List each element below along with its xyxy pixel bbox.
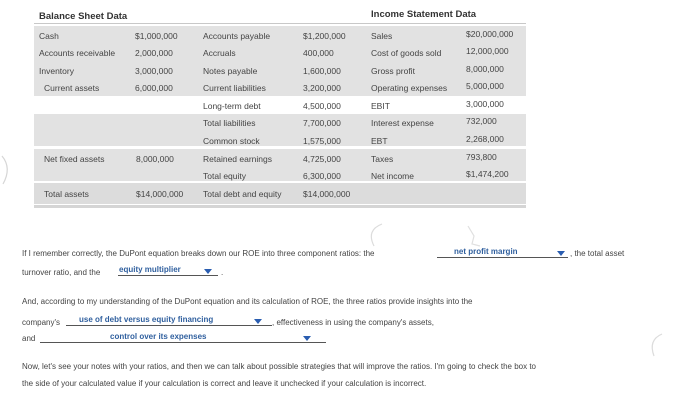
chevron-down-icon: [254, 319, 262, 324]
total-assets-value: $14,000,000: [136, 189, 184, 199]
liability-label: Common stock: [203, 136, 260, 146]
liability-value: 6,300,000: [303, 171, 341, 181]
dropdown-selected-value: control over its expenses: [110, 332, 207, 341]
para2-text-a: And, according to my understanding of the DuPont equation and its calculation of ROE, the three ratios provide insights into the: [22, 297, 473, 306]
para1-text-c: turnover ratio, and the: [22, 268, 101, 277]
liability-value: 1,575,000: [303, 136, 341, 146]
asset-label: Cash: [39, 31, 59, 41]
asset-value: 2,000,000: [135, 48, 173, 58]
liability-label: Accruals: [203, 48, 236, 58]
pen-stroke-decoration: [0, 150, 20, 190]
pen-stroke-decoration: [640, 330, 670, 360]
liability-label: Current liabilities: [203, 83, 266, 93]
para1-text-a: If I remember correctly, the DuPont equation breaks down our ROE into three component ratios: the: [22, 249, 375, 258]
liability-label: Total equity: [203, 171, 246, 181]
liability-value: $1,200,000: [303, 31, 346, 41]
table-bottom-border: [34, 205, 526, 208]
liability-label: Accounts payable: [203, 31, 271, 41]
income-label: EBIT: [371, 101, 390, 111]
income-label: Taxes: [371, 154, 394, 164]
para3-line2: the side of your calculated value if your calculation is correct and leave it unchecked if your calculation is incorrect.: [22, 379, 427, 388]
income-value: 12,000,000: [466, 46, 509, 56]
liability-label: Total liabilities: [203, 118, 256, 128]
income-label: Interest expense: [371, 118, 434, 128]
financing-dropdown[interactable]: [66, 314, 272, 326]
para1-text-b: , the total asset: [570, 249, 625, 258]
asset-label: Current assets: [44, 83, 100, 93]
income-value: 2,268,000: [466, 134, 504, 144]
liability-value: 3,200,000: [303, 83, 341, 93]
income-label: EBT: [371, 136, 388, 146]
income-label: Sales: [371, 31, 393, 41]
equity-multiplier-dropdown[interactable]: [118, 264, 218, 276]
dropdown-selected-value: equity multiplier: [119, 265, 181, 274]
income-value: 732,000: [466, 116, 497, 126]
asset-value: 6,000,000: [135, 83, 173, 93]
income-value: 793,800: [466, 152, 497, 162]
chevron-down-icon: [557, 251, 565, 256]
income-label: Cost of goods sold: [371, 48, 442, 58]
total-assets-label: Total assets: [44, 189, 89, 199]
para1-text-d: .: [221, 268, 224, 277]
income-label: Gross profit: [371, 66, 415, 76]
income-value: $20,000,000: [466, 29, 514, 39]
para2-text-b: company's: [22, 318, 60, 327]
liability-value: 1,600,000: [303, 66, 341, 76]
row-band: [34, 149, 526, 181]
expenses-dropdown[interactable]: [40, 331, 326, 343]
liability-label: Long-term debt: [203, 101, 261, 111]
liability-value: 7,700,000: [303, 118, 341, 128]
chevron-down-icon: [303, 336, 311, 341]
dropdown-selected-value: net profit margin: [454, 247, 518, 256]
income-value: 3,000,000: [466, 99, 504, 109]
income-statement-title: Income Statement Data: [371, 9, 477, 20]
income-value: $1,474,200: [466, 169, 509, 179]
liability-label: Retained earnings: [203, 154, 272, 164]
liability-value: 4,500,000: [303, 101, 341, 111]
liability-value: $14,000,000: [303, 189, 351, 199]
liability-label: Notes payable: [203, 66, 258, 76]
dropdown-selected-value: use of debt versus equity financing: [79, 315, 214, 324]
para2-text-d: and: [22, 334, 36, 343]
net-profit-margin-dropdown[interactable]: [437, 246, 568, 258]
asset-value: 3,000,000: [135, 66, 173, 76]
income-label: Net income: [371, 171, 414, 181]
table-top-border: [34, 23, 526, 24]
liability-value: 400,000: [303, 48, 334, 58]
row-band: [34, 26, 526, 96]
asset-label: Inventory: [39, 66, 74, 76]
para2-text-c: , effectiveness in using the company's assets,: [272, 318, 434, 327]
net-fixed-assets-label: Net fixed assets: [44, 154, 105, 164]
chevron-down-icon: [204, 269, 212, 274]
pen-stroke-decoration: [360, 220, 390, 250]
row-band: [34, 114, 526, 146]
asset-label: Accounts receivable: [39, 48, 116, 58]
income-value: 5,000,000: [466, 81, 504, 91]
net-fixed-assets-value: 8,000,000: [136, 154, 174, 164]
income-label: Operating expenses: [371, 83, 448, 93]
asset-value: $1,000,000: [135, 31, 178, 41]
income-value: 8,000,000: [466, 64, 504, 74]
balance-sheet-title: Balance Sheet Data: [39, 11, 128, 22]
para3-line1: Now, let's see your notes with your ratios, and then we can talk about possible strategies that will improve the ratios. I'm going to check the box to: [22, 362, 536, 371]
liability-value: 4,725,000: [303, 154, 341, 164]
liability-label: Total debt and equity: [203, 189, 282, 199]
